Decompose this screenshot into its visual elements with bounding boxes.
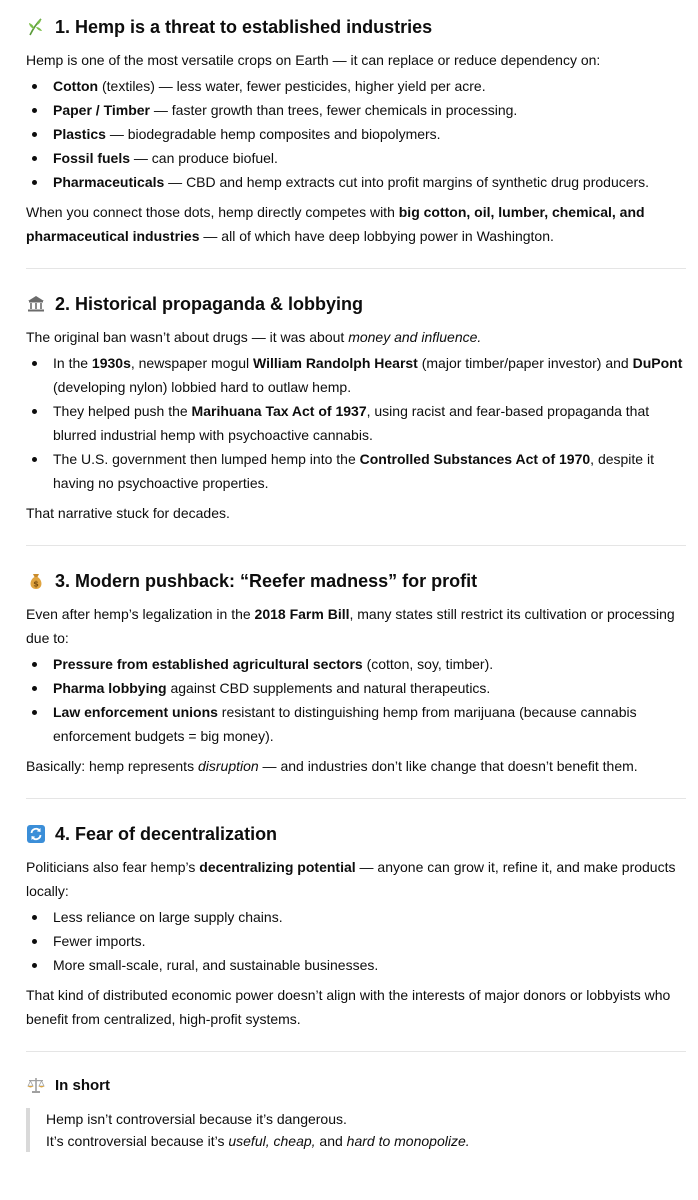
history-list bbox=[26, 351, 684, 495]
divider bbox=[26, 1051, 686, 1052]
industry-list bbox=[26, 74, 684, 194]
list-item: Paper / Timber — faster growth than trees, fewer chemicals in processing. bbox=[26, 98, 684, 122]
summary-heading bbox=[26, 1072, 684, 1098]
section-heading bbox=[26, 819, 684, 849]
list-item: Law enforcement unions resistant to distinguishing hemp from marijuana (because cannabis enforcement budgets = big money). bbox=[26, 700, 684, 748]
list-item: The U.S. government then lumped hemp into the Controlled Substances Act of 1970, despite it having no psychoactive properties. bbox=[26, 447, 684, 495]
section-title-text: 1. Hemp is a threat to established industries bbox=[55, 16, 433, 37]
cycle-arrows-icon bbox=[26, 824, 46, 844]
section-outro: Basically: hemp represents disruption — and industries don’t like change that doesn’t benefit them. bbox=[26, 758, 638, 774]
summary-title-text: In short bbox=[55, 1076, 110, 1094]
list-item: Less reliance on large supply chains. bbox=[26, 905, 684, 929]
section-title-text: 3. Modern pushback: “Reefer madness” for profit bbox=[55, 570, 478, 591]
section-intro: The original ban wasn’t about drugs — it was about money and influence. bbox=[26, 329, 482, 345]
section-industries bbox=[26, 12, 684, 248]
balance-scale-icon bbox=[26, 1075, 46, 1095]
list-item: Cotton (textiles) — less water, fewer pesticides, higher yield per acre. bbox=[26, 74, 684, 98]
section-decentralization bbox=[26, 819, 684, 1031]
classical-building-icon bbox=[26, 294, 46, 314]
list-item: Pressure from established agricultural sectors (cotton, soy, timber). bbox=[26, 652, 684, 676]
section-intro: Even after hemp’s legalization in the 2018 Farm Bill, many states still restrict its cultivation or processing due to: bbox=[26, 606, 675, 646]
svg-text:$: $ bbox=[33, 579, 39, 589]
section-title-text: 4. Fear of decentralization bbox=[55, 823, 278, 844]
section-propaganda bbox=[26, 289, 684, 525]
section-outro: When you connect those dots, hemp directly competes with big cotton, oil, lumber, chemical, and pharmaceutical industries — all of which have deep lobbying power in Washington. bbox=[26, 204, 645, 244]
section-heading bbox=[26, 12, 684, 42]
list-item: They helped push the Marihuana Tax Act of 1937, using racist and fear-based propaganda that blurred industrial hemp with psychoactive cannabis. bbox=[26, 399, 684, 447]
list-item: Fossil fuels — can produce biofuel. bbox=[26, 146, 684, 170]
money-bag-icon bbox=[26, 571, 46, 591]
list-item: Plastics — biodegradable hemp composites and biopolymers. bbox=[26, 122, 684, 146]
decentralization-list bbox=[26, 905, 684, 977]
section-pushback bbox=[26, 566, 684, 778]
list-item: Fewer imports. bbox=[26, 929, 684, 953]
list-item: Pharmaceuticals — CBD and hemp extracts cut into profit margins of synthetic drug producers. bbox=[26, 170, 684, 194]
list-item: More small-scale, rural, and sustainable businesses. bbox=[26, 953, 684, 977]
pushback-list bbox=[26, 652, 684, 748]
section-title-text: 2. Historical propaganda & lobbying bbox=[55, 293, 364, 314]
section-heading bbox=[26, 566, 684, 596]
divider bbox=[26, 268, 686, 269]
summary-quote bbox=[26, 1108, 684, 1152]
list-item: In the 1930s, newspaper mogul William Randolph Hearst (major timber/paper investor) and DuPont (developing nylon) lobbied hard to outlaw hemp. bbox=[26, 351, 684, 399]
divider bbox=[26, 545, 686, 546]
divider bbox=[26, 798, 686, 799]
section-intro: Hemp is one of the most versatile crops on Earth — it can replace or reduce dependency on: bbox=[26, 52, 601, 68]
section-outro: That kind of distributed economic power doesn’t align with the interests of major donors or lobbyists who benefit from centralized, high-profit systems. bbox=[26, 987, 671, 1027]
section-summary bbox=[26, 1072, 684, 1152]
section-outro: That narrative stuck for decades. bbox=[26, 505, 230, 521]
section-heading bbox=[26, 289, 684, 319]
quote-line: It’s controversial because it’s useful, cheap, and hard to monopolize. bbox=[46, 1133, 470, 1149]
quote-line: Hemp isn’t controversial because it’s dangerous. bbox=[46, 1111, 347, 1127]
section-intro: Politicians also fear hemp’s decentralizing potential — anyone can grow it, refine it, and make products locally: bbox=[26, 859, 676, 899]
herb-icon bbox=[26, 17, 46, 37]
list-item: Pharma lobbying against CBD supplements and natural therapeutics. bbox=[26, 676, 684, 700]
